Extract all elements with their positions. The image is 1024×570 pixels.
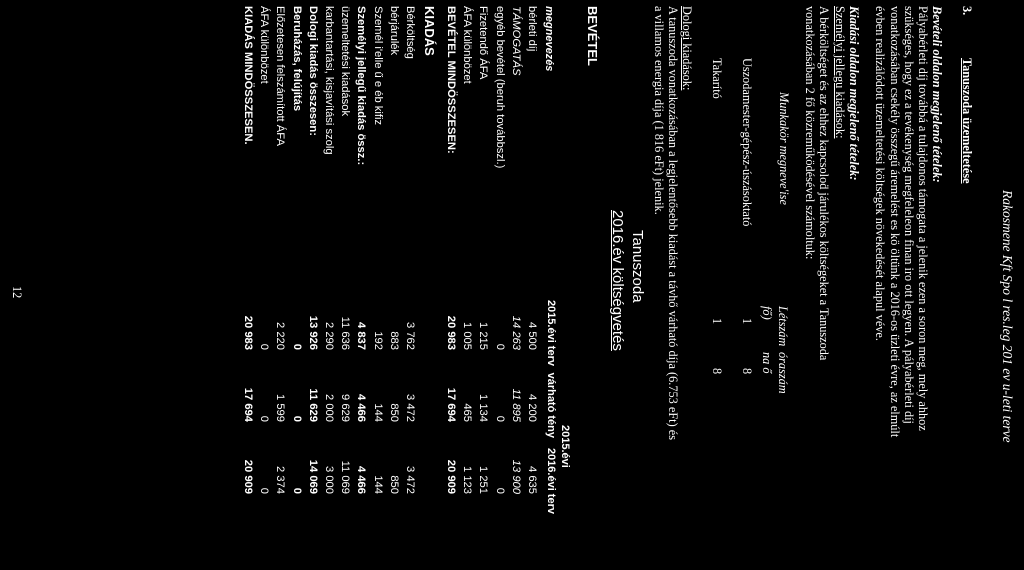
- table-row: [337, 6, 353, 494]
- personnel-subheading: Személyi jellegu kiadások:: [833, 6, 847, 139]
- staff-row-role: Uszodamester-gépész-úszásoktató: [740, 58, 754, 227]
- table-row: [475, 6, 491, 494]
- row-label: Előzetesen felszámított ÁFA: [274, 6, 287, 146]
- row-value: 4 500: [526, 322, 538, 350]
- row-value: 0: [258, 415, 271, 422]
- row-value: 0: [493, 415, 506, 422]
- row-label: Személyi jellegű kiadás össz.:: [355, 6, 368, 166]
- table-row: [443, 6, 459, 494]
- row-label: TÁMOGATÁS: [509, 6, 522, 76]
- row-value: 1 215: [477, 322, 490, 350]
- table-row: [272, 6, 288, 494]
- material-paragraph: [652, 6, 680, 570]
- row-value: 4 466: [355, 394, 368, 422]
- table-row: [524, 6, 540, 494]
- column-header: várható tény: [545, 372, 557, 438]
- revenue-paragraph: [873, 6, 930, 570]
- row-label: BEVÉTEL MINDÖSSZESEN:: [444, 6, 457, 154]
- row-label: KIADÁS MINDÖSSZESEN.: [241, 6, 254, 145]
- name-column-header: megnevezés: [543, 6, 555, 72]
- material-line: A tanuszoda vonatkozásában a legjelentősebb kiadást a távhő várható díja (6.753 eFt) és: [666, 6, 680, 441]
- row-label: bérjárulék: [387, 6, 400, 56]
- row-label: bérleti díj: [526, 6, 538, 52]
- table-row: [321, 6, 337, 494]
- row-value: 0: [290, 487, 303, 494]
- row-value: 2 220: [274, 322, 287, 350]
- row-value: 1 251: [477, 466, 490, 494]
- expense-heading: Kiadási oldalon megjelenő tételek:: [847, 6, 861, 181]
- row-label: Személ i'elle ű e éb kifiz: [371, 6, 384, 126]
- row-value: 0: [290, 415, 303, 422]
- row-label: egyéb bevétel (beruh továbbszl.): [493, 6, 506, 169]
- table-row: [256, 6, 272, 494]
- table-row: [305, 6, 321, 494]
- row-label: üzemeltetési kiadások: [339, 6, 352, 117]
- row-value: 0: [258, 487, 271, 494]
- row-value: 4 837: [355, 322, 368, 350]
- row-value: 2 000: [322, 394, 335, 422]
- material-subheading: Dologi kiadások:: [680, 6, 694, 91]
- row-value: 4 635: [526, 466, 538, 494]
- staff-row-hours: 8: [740, 368, 754, 375]
- row-value: 144: [371, 475, 384, 494]
- running-header: Rakosmene Kft Spo l res.leg 201 ev u-leti terve: [1000, 190, 1015, 443]
- row-label: karbantartási, kisjavítási szolg: [322, 6, 335, 155]
- table-row: [369, 6, 385, 494]
- row-value: 850: [387, 475, 400, 494]
- row-value: 20 983: [241, 315, 254, 350]
- row-value: 17 694: [444, 387, 457, 422]
- row-value: 3 472: [404, 394, 416, 422]
- table-row: [288, 6, 304, 494]
- budget-subtitle: 2016.év költségvetés: [609, 210, 626, 351]
- row-value: 0: [493, 487, 506, 494]
- table-row: [353, 6, 369, 494]
- row-value: 14 069: [306, 459, 319, 494]
- year-group-label: 2015.évi: [559, 425, 571, 468]
- row-value: 1 134: [477, 394, 490, 422]
- table-row: [491, 6, 507, 494]
- table-row: [402, 6, 418, 494]
- table-row: [459, 6, 475, 494]
- column-header: 2016.évi terv: [545, 447, 557, 514]
- row-value: 144: [371, 403, 384, 422]
- revenue-heading: Bevételi oldalon megjelenő tételek:: [930, 6, 944, 183]
- row-value: 0: [258, 343, 271, 350]
- staff-header-headcount: Létszám fő): [760, 306, 790, 347]
- row-value: 465: [461, 403, 474, 422]
- row-label: ÁFA különbözet: [461, 6, 474, 84]
- staff-row-hours: 8: [710, 368, 724, 375]
- row-value: 9 629: [339, 394, 352, 422]
- row-value: 3 472: [404, 466, 416, 494]
- row-value: 2 374: [274, 466, 287, 494]
- row-value: 1 123: [461, 466, 474, 494]
- row-value: 20 909: [444, 459, 457, 494]
- table-row: [240, 6, 256, 494]
- row-value: 20 909: [241, 459, 254, 494]
- row-value: 3 762: [404, 322, 416, 350]
- row-value: 0: [493, 343, 506, 350]
- row-value: 11 636: [339, 316, 352, 350]
- revenue-table: [443, 6, 540, 494]
- row-label: Bérköltség: [404, 6, 416, 59]
- revenue-line: évben realizálódott üzemeltetési költségek növekedését alapul véve.: [873, 6, 888, 341]
- personnel-line: vonatkozásában 2 fő közreműködésével számoltuk:: [802, 6, 817, 260]
- staff-row-headcount: 1: [710, 318, 724, 325]
- material-line: a villamos energia díja (1 816 eFt) jelenik.: [651, 6, 666, 215]
- section-number: 3.: [960, 6, 974, 16]
- row-value: 11 069: [339, 460, 352, 494]
- personnel-paragraph: [803, 6, 831, 570]
- staff-header-role: Munkakör megneve'ise: [777, 92, 791, 205]
- row-value: 883: [387, 331, 400, 350]
- section-title: Tanuszoda üzemeltetése: [960, 58, 974, 184]
- row-value: 2 290: [322, 322, 335, 350]
- row-value: 4 200: [526, 394, 538, 422]
- budget-title: Tanuszoda: [629, 230, 646, 303]
- revenue-section-label: BEVÉTEL: [585, 6, 600, 66]
- row-value: 1 005: [461, 322, 474, 350]
- staff-header-hours: óraszám na ő: [760, 352, 790, 394]
- row-value: 13 926: [306, 315, 319, 350]
- row-value: 850: [387, 403, 400, 422]
- expense-table: [240, 6, 418, 494]
- row-value: 11 629: [306, 388, 319, 422]
- row-value: 3 000: [322, 466, 335, 494]
- staff-row-role: Takarító: [710, 58, 724, 99]
- row-value: 1 599: [274, 394, 287, 422]
- personnel-line: A bérköltséget és az ehhez kapcsoloḋ járulékos költségeket a Tanuszoda: [817, 6, 831, 361]
- row-value: 0: [290, 343, 303, 350]
- revenue-line: szükséges, hogy ez a tevékenység megfeleleon finan iro ott legyen. A pályabérleti díj: [901, 6, 916, 424]
- table-row: [386, 6, 402, 494]
- row-value: 192: [371, 331, 384, 350]
- page-number: 12: [10, 286, 24, 299]
- revenue-line: vonatkozásában csekély összegű áremelést es kö öltünk a 2016-os üzleti évre, az elmúlt: [887, 6, 902, 438]
- row-value: 11 895: [509, 388, 522, 422]
- row-label: Fizetendő ÁFA: [477, 6, 490, 80]
- table-row: [508, 6, 524, 494]
- column-header: 2015.évi terv: [545, 299, 557, 366]
- row-value: 14 263: [509, 315, 522, 350]
- revenue-line: Pályabérleti díj továbbá a tulajdonos támogata a jelenik ezen a soron meg, mely ahhoz: [916, 6, 930, 431]
- staff-row-headcount: 1: [740, 318, 754, 325]
- row-label: Beruházás, felújítás: [290, 6, 303, 112]
- expense-section-label: KIADÁS: [422, 6, 437, 56]
- row-label: ÁFA különbözet: [258, 6, 271, 84]
- row-value: 4 466: [355, 466, 368, 494]
- row-value: 20 983: [444, 315, 457, 350]
- row-label: Dologi kiadás összesen:: [306, 6, 319, 136]
- row-value: 17 694: [241, 387, 254, 422]
- row-value: 13 900: [509, 459, 522, 494]
